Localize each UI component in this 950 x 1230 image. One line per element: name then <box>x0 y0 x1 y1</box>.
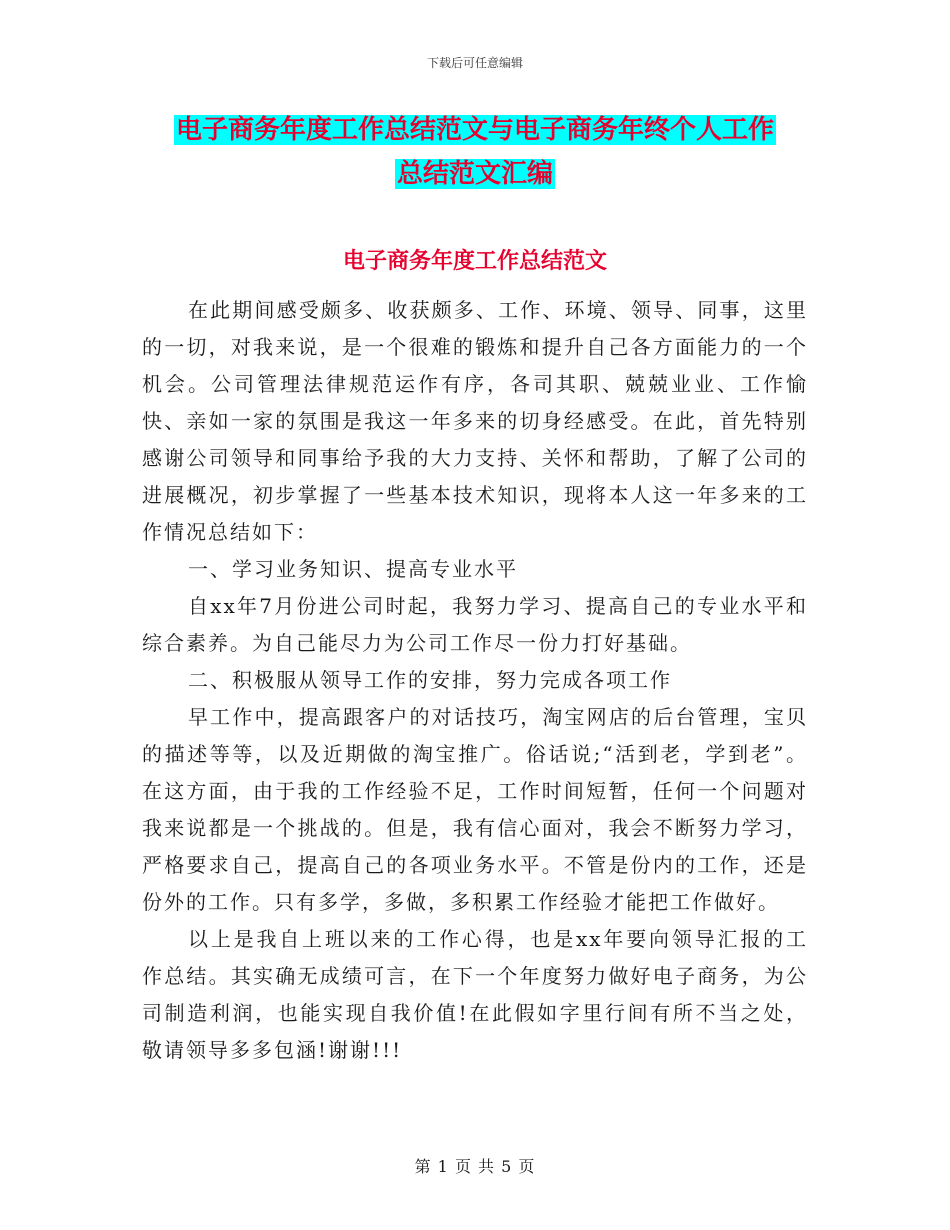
page-footer: 第 1 页 共 5 页 <box>414 1157 536 1176</box>
document-body <box>142 292 808 1069</box>
body-paragraph: 在此期间感受颇多、收获颇多、工作、环境、领导、同事，这里的一切，对我来说，是一个很难的锻炼和提升自己各方面能力的一个机会。公司管理法律规范运作有序，各司其职、兢兢业业、工作愉快、亲如一家的氛围是我这一年多来的切身经感受。在此，首先特别感谢公司领导和同事给予我的大力支持、关怀和帮助，了解了公司的进展概况，初步掌握了一些基本技术知识，现将本人这一年多来的工作情况总结如下： <box>142 298 808 544</box>
document-title <box>0 108 950 196</box>
body-paragraph: 自xx年7月份进公司时起，我努力学习、提高自己的专业水平和综合素养。为自己能尽力为公司工作尽一份力打好基础。 <box>142 594 808 655</box>
section-heading-1: 一、学习业务知识、提高专业水平 <box>188 557 518 581</box>
body-paragraph: 以上是我自上班以来的工作心得，也是xx年要向领导汇报的工作总结。其实确无成绩可言，在下一个年度努力做好电子商务，为公司制造利润，也能实现自我价值!在此假如字里行间有所不当之处，敬请领导多多包涵!谢谢!!! <box>142 927 808 1062</box>
header-note: 下载后可任意编辑 <box>426 56 523 70</box>
document-title-line-2: 总结范文汇编 <box>396 159 553 189</box>
body-paragraph: 早工作中，提高跟客户的对话技巧，淘宝网店的后台管理，宝贝的描述等等，以及近期做的淘宝推广。俗话说;“活到老，学到老”。在这方面，由于我的工作经验不足，工作时间短暂，任何一个问题对我来说都是一个挑战的。但是，我有信心面对，我会不断努力学习，严格要求自己，提高自己的各项业务水平。不管是份内的工作，还是份外的工作。只有多学，多做，多积累工作经验才能把工作做好。 <box>142 705 808 914</box>
section-title: 电子商务年度工作总结范文 <box>342 249 607 274</box>
section-heading-2: 二、积极服从领导工作的安排，努力完成各项工作 <box>188 668 672 692</box>
document-title-line-1: 电子商务年度工作总结范文与电子商务年终个人工作 <box>175 115 774 145</box>
